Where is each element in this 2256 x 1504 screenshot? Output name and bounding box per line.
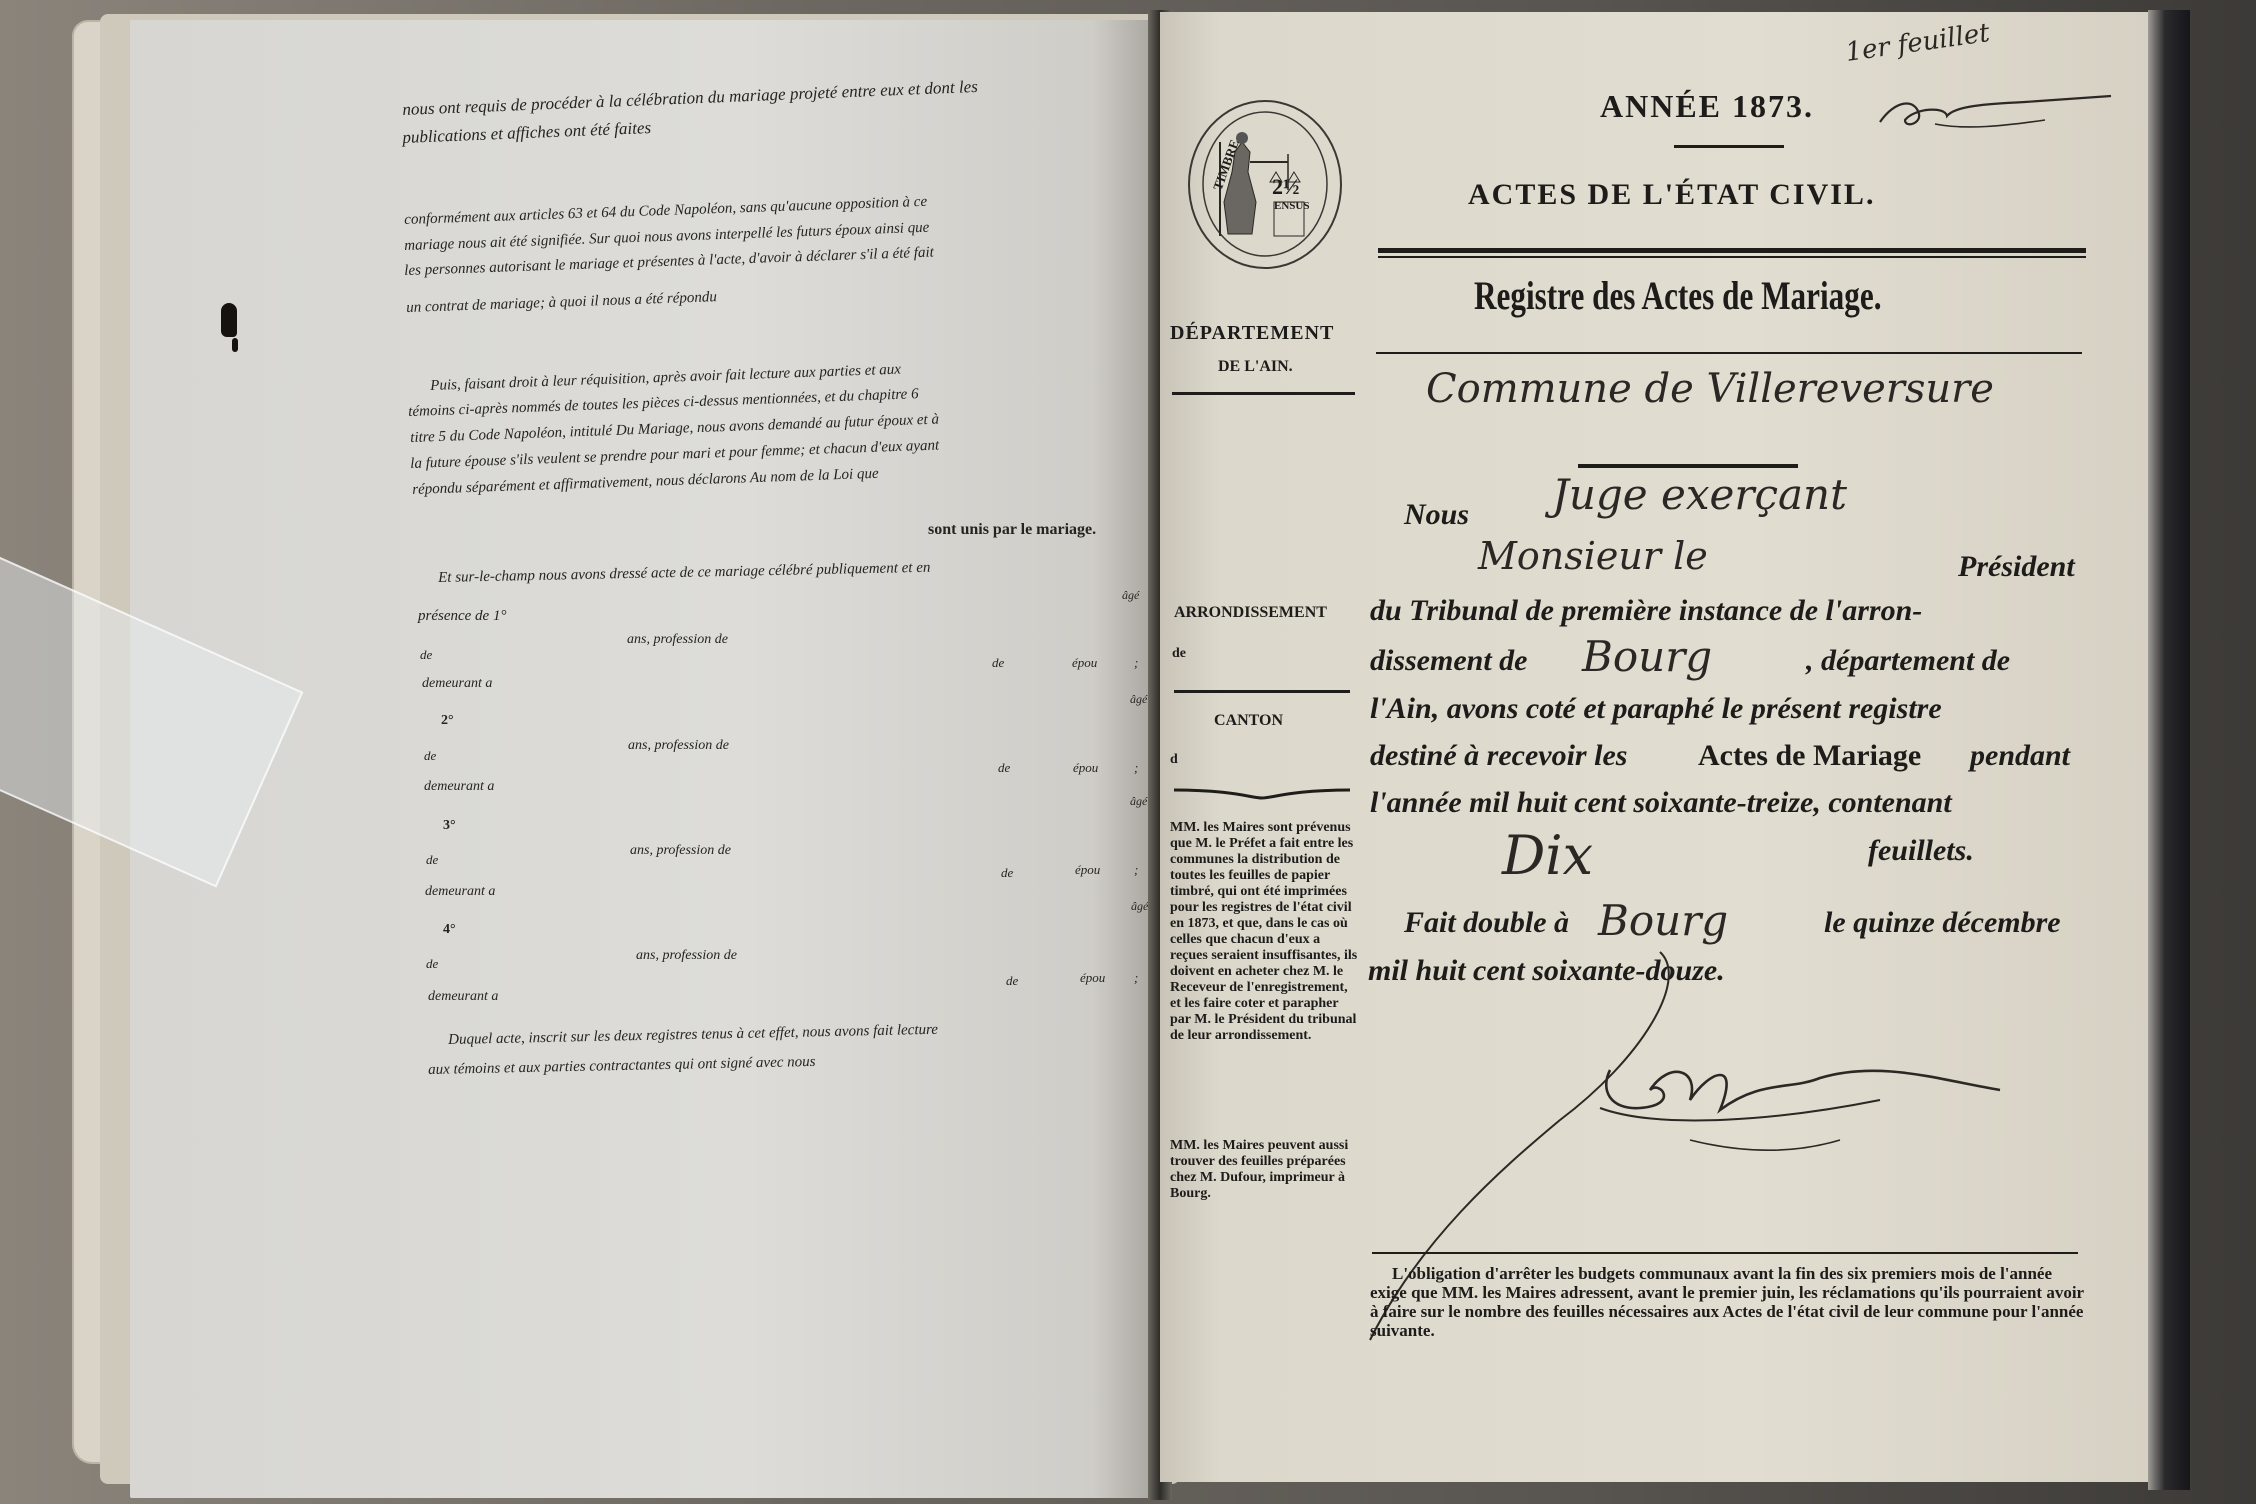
ans-profession-1: ans, profession de	[627, 632, 728, 647]
body-line-2a: dissement de	[1370, 644, 1528, 677]
left-para3-line3: titre 5 du Code Napoléon, intitulé Du Mariage, nous avons demandé au futur époux et à	[410, 411, 940, 446]
de-3: de	[426, 852, 439, 867]
rule-double-1	[1378, 248, 2086, 253]
year-heading: ANNÉE 1873.	[1600, 88, 1815, 124]
demeurant-2: demeurant a	[424, 779, 495, 794]
ornament-line-1	[1674, 145, 1784, 148]
epou-3: épou	[1075, 862, 1101, 877]
ans-profession-4: ans, profession de	[636, 948, 737, 963]
body-line-4a: destiné à recevoir les	[1370, 739, 1628, 772]
departement-label: DÉPARTEMENT	[1170, 322, 1335, 344]
epou-4: épou	[1080, 970, 1106, 985]
rule-under-title	[1376, 352, 2082, 354]
num-4: 4°	[443, 922, 456, 937]
body-line-5: l'année mil huit cent soixante-treize, contenant	[1370, 786, 1952, 819]
body-line-3: l'Ain, avons coté et paraphé le présent registre	[1370, 692, 1942, 725]
obligation-notice: L'obligation d'arrêter les budgets communaux avant la fin des six premiers mois de l'année exige que MM. les Maires adressent, avant le premier juin, les réclamations qu'ils pourraient avoir à faire sur le nombre des feuilles nécessaires aux Actes de l'état civil de leur commune pour l'année suivante.	[1370, 1264, 2084, 1340]
ornament-line-2	[1578, 464, 1798, 468]
date-line-2: mil huit cent soixante-douze.	[1368, 954, 1725, 987]
arr-rule	[1174, 690, 1350, 693]
arrondissement-label: ARRONDISSEMENT	[1174, 604, 1327, 621]
hand-juge: Juge exerçant	[1552, 470, 1847, 519]
canton-flourish	[1172, 786, 1352, 800]
left-para3-line4: la future épouse s'ils veulent se prendre pour mari et pour femme; et chacun d'eux ayant	[410, 437, 940, 472]
age-2: âgé	[1130, 692, 1148, 706]
presence-1: présence de 1°	[418, 608, 507, 624]
hand-bourg-2: Bourg	[1598, 896, 1729, 945]
stamp-word: TIMBRE	[1209, 137, 1242, 193]
body-line-1: du Tribunal de première instance de l'arron-	[1370, 594, 1923, 627]
semi-4: ;	[1134, 970, 1139, 985]
de-1b: de	[992, 655, 1005, 670]
registre-title: Registre des Actes de Mariage.	[1474, 273, 1882, 318]
canton-label: CANTON	[1214, 712, 1284, 729]
feuillets-label: feuillets.	[1868, 834, 1974, 867]
body-line-2b: , département de	[1806, 644, 2011, 677]
rule-bottom	[1372, 1252, 2078, 1254]
de-3b: de	[1001, 865, 1014, 880]
departement-value: DE L'AIN.	[1218, 358, 1293, 375]
body-line-4b: Actes de Mariage	[1698, 739, 1922, 772]
de-2b: de	[998, 760, 1011, 775]
epou-1: épou	[1072, 655, 1098, 670]
epou-2: épou	[1073, 760, 1099, 775]
notice-maires-2: MM. les Maires peuvent aussi trouver des feuilles préparées chez M. Dufour, imprimeur à Bourg.	[1170, 1138, 1349, 1201]
arrondissement-de: de	[1172, 646, 1186, 661]
revenue-stamp	[1188, 100, 1342, 269]
left-para3-line5: répondu séparément et affirmativement, nous déclarons Au nom de la Loi que	[412, 465, 879, 498]
de-1: de	[420, 647, 433, 662]
left-para3-line2: témoins ci-après nommés de toutes les pièces ci-dessus mentionnées, et du chapitre 6	[408, 386, 919, 420]
left-para4: Et sur-le-champ nous avons dressé acte de ce mariage célébré publiquement et en	[438, 559, 931, 586]
handwritten-feuillet-note: 1er feuillet	[1843, 18, 1992, 68]
president-label: Président	[1958, 550, 2075, 583]
commune-handwritten: Commune de Villereversure	[1426, 366, 1994, 412]
body-line-4c: pendant	[1970, 739, 2071, 772]
ink-blot	[221, 303, 237, 337]
semi-1: ;	[1134, 655, 1139, 670]
dept-rule	[1172, 392, 1355, 395]
de-4: de	[426, 956, 439, 971]
notice-maires-1: MM. les Maires sont prévenus que M. le Préfet a fait entre les communes la distribution de toutes les feuilles de papier timbré, qui ont été imprimées pour les registres de l'état civil en 1873, et que, dans le cas où celles que chacun d'eux a reçues seraient insuffisantes, ils doivent en acheter chez M. le Receveur de l'enregistrement, et les faire coter et parapher par M. le Président du tribunal de leur arrondissement.	[1170, 820, 1358, 1043]
num-2: 2°	[441, 713, 454, 728]
left-para3-line1: Puis, faisant droit à leur réquisition, après avoir fait lecture aux parties et aux	[430, 361, 902, 394]
hand-monsieur: Monsieur le	[1478, 534, 1708, 578]
left-para2-line2: mariage nous ait été signifiée. Sur quoi nous avons interpellé les futurs époux ainsi que	[404, 219, 930, 254]
stamp-price: 2½	[1272, 174, 1300, 199]
stamp-sub: ENSUS	[1274, 200, 1310, 212]
left-para1-line1: nous ont requis de procéder à la célébration du mariage projeté entre eux et dont les	[402, 76, 979, 119]
canton-d: d	[1170, 752, 1178, 767]
left-unis: sont unis par le mariage.	[928, 521, 1097, 538]
ink-blot-drip	[232, 338, 238, 352]
left-para5-line2: aux témoins et aux parties contractantes qui ont signé avec nous	[428, 1053, 816, 1078]
demeurant-1: demeurant a	[422, 676, 493, 691]
left-para2-line4: un contrat de mariage; à quoi il nous a été répondu	[406, 289, 718, 316]
de-2: de	[424, 748, 437, 763]
hand-dix: Dix	[1502, 824, 1594, 887]
semi-3: ;	[1134, 862, 1139, 877]
hand-bourg-1: Bourg	[1582, 632, 1713, 681]
age-3: âgé	[1130, 794, 1148, 808]
de-4b: de	[1006, 973, 1019, 988]
left-para5-line1: Duquel acte, inscrit sur les deux registres tenus à cet effet, nous avons fait lecture	[448, 1021, 939, 1048]
fait-double: Fait double à	[1404, 906, 1570, 939]
demeurant-3: demeurant a	[425, 884, 496, 899]
date-line-1: le quinze décembre	[1824, 906, 2061, 939]
ans-profession-2: ans, profession de	[628, 738, 729, 753]
left-para1-line2: publications et affiches ont été faites	[402, 118, 652, 147]
num-3: 3°	[443, 818, 456, 833]
actes-heading: ACTES DE L'ÉTAT CIVIL.	[1468, 178, 1876, 211]
ans-profession-3: ans, profession de	[630, 843, 731, 858]
age-4: âgé	[1131, 899, 1149, 913]
signature-paraph-top	[1875, 80, 2115, 140]
left-para2-line3: les personnes autorisant le mariage et présentes à l'acte, d'avoir à déclarer s'il a été fait	[404, 244, 935, 279]
nous-label: Nous	[1404, 498, 1470, 531]
semi-2: ;	[1134, 760, 1139, 775]
rule-double-2	[1378, 256, 2086, 258]
demeurant-4: demeurant a	[428, 989, 499, 1004]
left-para2-line1: conformément aux articles 63 et 64 du Code Napoléon, sans qu'aucune opposition à ce	[404, 193, 928, 228]
age-1: âgé	[1122, 588, 1140, 602]
book-cover-edge	[2148, 10, 2190, 1490]
